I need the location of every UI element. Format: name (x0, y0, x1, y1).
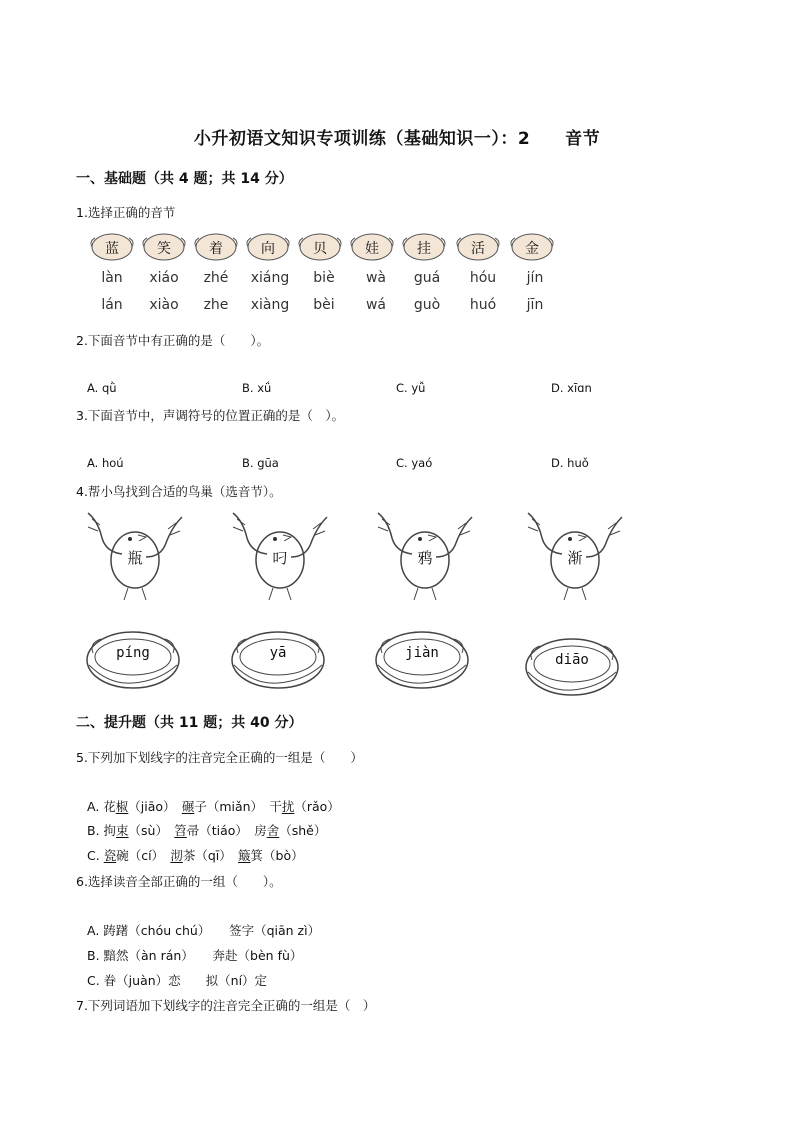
bird-illustration (80, 505, 190, 605)
option-b: B. 黯然（àn rán） 奔赴（bèn fù） (87, 948, 303, 963)
option-a: A. hoú (87, 456, 124, 470)
char-card (193, 232, 239, 262)
question-7: 7.下列词语加下划线字的注音完全正确的一组是（ ） (76, 998, 376, 1013)
option-c: C. 瓷碗（cí） 沏茶（qī） 簸箕（bò） (87, 848, 304, 863)
option-a: A. qǜ (87, 381, 117, 395)
question-5: 5.下列加下划线字的注音完全正确的一组是（ ） (76, 750, 363, 765)
char-card (245, 232, 291, 262)
character-row (89, 232, 559, 264)
char-text: 贝 (313, 241, 327, 257)
bird-character: 鸦 (417, 549, 433, 567)
option-c: C. 眷（juàn）恋 拟（ní）定 (87, 973, 268, 988)
char-text: 挂 (417, 241, 431, 257)
nest-illustration (83, 625, 183, 695)
nest-pinyin: yā (269, 645, 287, 661)
char-text: 金 (525, 241, 539, 257)
question-4: 4.帮小鸟找到合适的鸟巢（选音节）。 (76, 484, 282, 499)
char-card (349, 232, 395, 262)
char-text: 活 (471, 241, 485, 257)
option-b: B. 拘束（sù） 笤帚（tiáo） 房舍（shě） (87, 823, 327, 838)
pinyin-option: huó (469, 297, 497, 313)
char-text: 笑 (157, 241, 171, 257)
pinyin-option: bèi (313, 297, 335, 313)
bird-illustration (520, 505, 630, 605)
bird-character: 渐 (567, 549, 583, 567)
option-b: B. gūa (242, 456, 279, 470)
char-card (509, 232, 555, 262)
char-text: 向 (261, 241, 275, 257)
char-card (89, 232, 135, 262)
char-text: 娃 (365, 241, 379, 257)
page-title: 小升初语文知识专项训练（基础知识一）：2 音节 (193, 129, 601, 149)
pinyin-option: jín (526, 270, 544, 286)
nest-illustration (372, 625, 472, 695)
bird-illustration (370, 505, 480, 605)
pinyin-option: lán (101, 297, 123, 313)
pinyin-option: wà (365, 270, 387, 286)
option-c: C. yǚ (396, 381, 426, 395)
question-2: 2.下面音节中有正确的是（ ）。 (76, 333, 270, 348)
pinyin-option: zhe (203, 297, 229, 313)
bird-character: 瓶 (127, 549, 143, 567)
pinyin-option: wá (365, 297, 387, 313)
nest-illustration (228, 625, 328, 695)
pinyin-option: xiáo (149, 270, 179, 286)
pinyin-option: zhé (203, 270, 229, 286)
pinyin-option: xiáng (250, 270, 290, 286)
nest-pinyin: diāo (555, 652, 589, 668)
nest-pinyin: píng (116, 645, 150, 661)
nest-pinyin: jiàn (405, 645, 439, 661)
option-c: C. yaó (396, 456, 433, 470)
pinyin-option: guò (413, 297, 441, 313)
pinyin-option: xiào (149, 297, 179, 313)
char-card (297, 232, 343, 262)
char-card (455, 232, 501, 262)
char-card (141, 232, 187, 262)
char-text: 蓝 (105, 241, 119, 257)
char-card (401, 232, 447, 262)
pinyin-option: jīn (526, 297, 544, 313)
nest-illustration (522, 632, 622, 702)
question-3: 3.下面音节中，声调符号的位置正确的是（ ）。 (76, 408, 345, 423)
pinyin-option: biè (313, 270, 335, 286)
option-a: A. 踌躇（chóu chú） 签字（qiān zì） (87, 923, 321, 938)
bird-character: 叼 (272, 549, 288, 567)
bird-illustration (225, 505, 335, 605)
section-heading-advanced: 二、提升题（共 11 题；共 40 分） (76, 715, 303, 731)
option-a: A. 花椒（jiāo） 碾子（miǎn） 干扰（rǎo） (87, 799, 340, 814)
question-6: 6.选择读音全部正确的一组（ ）。 (76, 874, 282, 889)
char-text: 着 (209, 241, 223, 257)
option-d: D. xīɑn (551, 381, 592, 395)
option-b: B. xǘ (242, 381, 272, 395)
question-1: 1.选择正确的音节 (76, 205, 176, 220)
pinyin-option: làn (101, 270, 123, 286)
pinyin-option: hóu (469, 270, 497, 286)
pinyin-option: guá (413, 270, 441, 286)
section-heading-basic: 一、基础题（共 4 题；共 14 分） (76, 171, 293, 187)
option-d: D. huǒ (551, 456, 589, 470)
pinyin-option: xiàng (250, 297, 290, 313)
